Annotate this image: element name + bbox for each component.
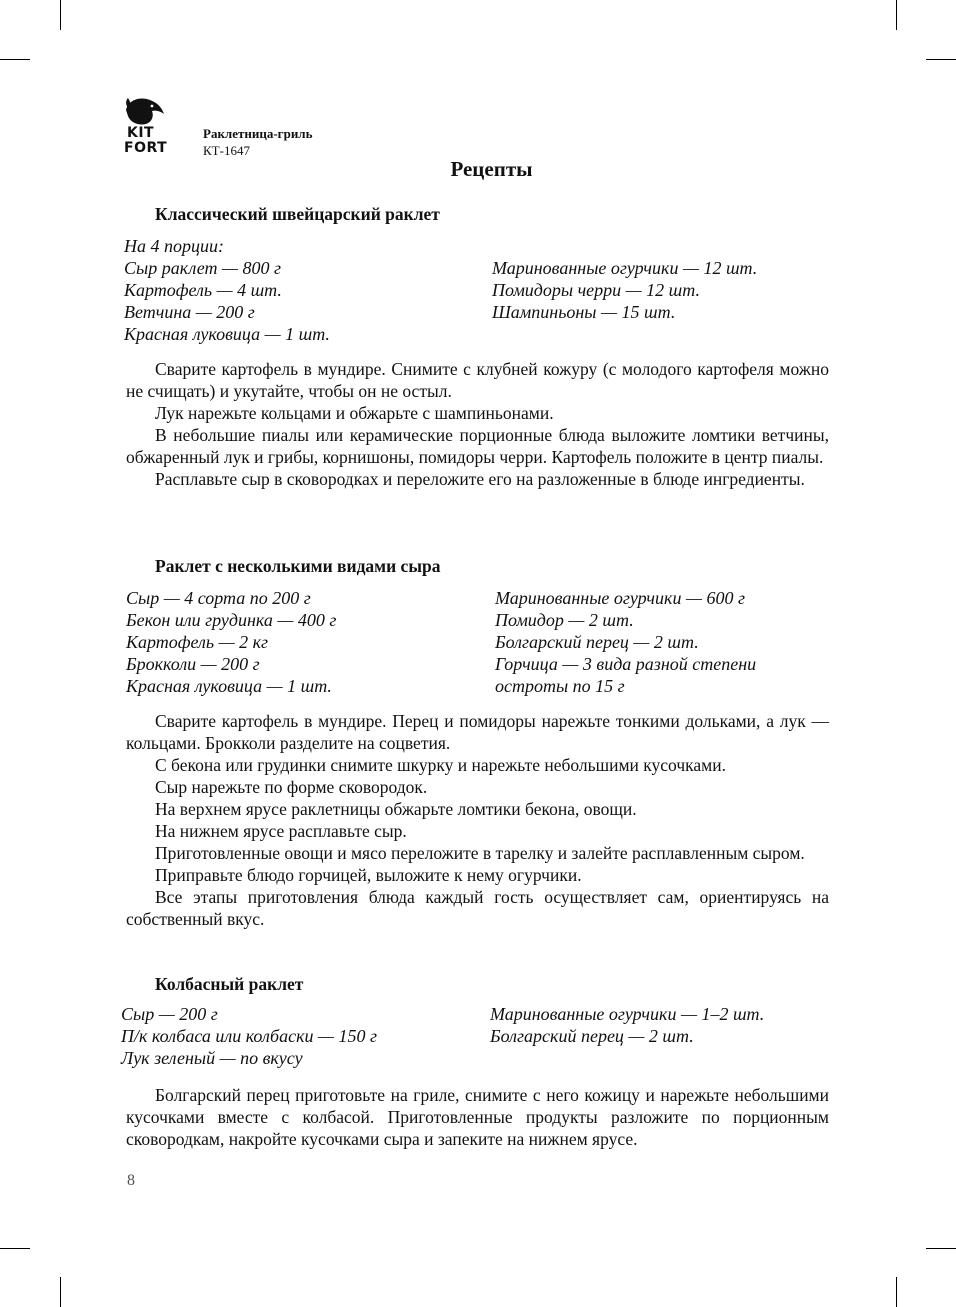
step: Приправьте блюдо горчицей, выложите к нему огурчики. [155, 865, 582, 885]
brand-line1: KIT [127, 125, 155, 141]
ingredient: Болгарский перец — 2 шт. [495, 632, 699, 652]
ingredient: Болгарский перец — 2 шт. [490, 1026, 694, 1046]
ingredient: Маринованные огурчики — 600 г [495, 588, 745, 608]
ingredient: Помидоры черри — 12 шт. [492, 280, 700, 300]
crop-mark [896, 0, 897, 30]
crop-mark [0, 1248, 30, 1249]
recipe-steps [126, 710, 829, 930]
ingredient: П/к колбаса или колбаски — 150 г [121, 1026, 378, 1046]
ingredient: Красная луковица — 1 шт. [126, 676, 332, 696]
step: С бекона или грудинки снимите шкурку и нарежьте небольшими кусочками. [155, 755, 726, 775]
crop-mark [926, 59, 956, 60]
recipe-steps [126, 358, 829, 490]
header-product [203, 125, 312, 159]
ingredient: Шампиньоны — 15 шт. [492, 302, 676, 322]
servings: На 4 порции: [124, 236, 224, 256]
step: На верхнем ярусе раклетницы обжарьте ломтики бекона, овощи. [155, 799, 637, 819]
page-title: Рецепты [450, 157, 533, 181]
product-model: КТ-1647 [203, 143, 250, 158]
crop-mark [926, 1248, 956, 1249]
brand-line2: FORT [124, 140, 168, 156]
brand-logo [124, 126, 194, 156]
ingredients-left [126, 587, 336, 697]
recipe-title: Классический швейцарский раклет [155, 204, 440, 224]
crop-mark [60, 1277, 61, 1307]
ingredient: Ветчина — 200 г [124, 302, 255, 322]
step: Лук нарежьте кольцами и обжарьте с шампиньонами. [155, 403, 554, 423]
ingredients-right [495, 587, 756, 697]
ingredient: Сыр — 4 сорта по 200 г [126, 588, 311, 608]
crop-mark [60, 0, 61, 30]
product-title: Раклетница-гриль [203, 126, 313, 141]
recipe-title: Раклет с несколькими видами сыра [155, 556, 441, 576]
step: Сварите картофель в мундире. Снимите с клубней кожуру (с молодого картофеля можно не счищать) и укутайте, чтобы он не остыл. [126, 359, 829, 401]
ingredient: Маринованные огурчики — 12 шт. [492, 258, 758, 278]
ingredient: Картофель — 4 шт. [124, 280, 282, 300]
recipe-steps [126, 1084, 829, 1150]
recipe-title: Колбасный раклет [155, 974, 304, 994]
ingredient: Горчица — 3 вида разной степени [495, 654, 757, 674]
crop-mark [896, 1277, 897, 1307]
step: Болгарский перец приготовьте на гриле, снимите с него кожицу и нарежьте небольшими кусочками вместе с колбасой. Приготовленные продукты разложите по порционным сковородкам, накройте кусочками сыра и запеките на нижнем ярусе. [126, 1085, 829, 1149]
step: Сыр нарежьте по форме сковородок. [155, 777, 428, 797]
crop-mark [0, 59, 30, 60]
step: Сварите картофель в мундире. Перец и помидоры нарежьте тонкими дольками, а лук — кольцами. Брокколи разделите на соцветия. [126, 711, 829, 753]
ingredients-left [124, 235, 330, 345]
step: Расплавьте сыр в сковородках и переложите его на разложенные в блюде ингредиенты. [155, 469, 805, 489]
ingredient: Брокколи — 200 г [126, 654, 260, 674]
step: В небольшие пиалы или керамические порционные блюда выложите ломтики ветчины, обжаренный лук и грибы, корнишоны, помидоры черри. Картофель положите в центр пиалы. [126, 425, 829, 467]
ingredients-right [492, 257, 757, 323]
ingredients-right [490, 1003, 764, 1047]
ingredient: Картофель — 2 кг [126, 632, 269, 652]
ingredients-left [121, 1003, 377, 1069]
ingredient: Помидор — 2 шт. [495, 610, 634, 630]
page-number: 8 [127, 1172, 135, 1189]
step: Приготовленные овощи и мясо переложите в тарелку и залейте расплавленным сыром. [155, 843, 805, 863]
ingredient: Красная луковица — 1 шт. [124, 324, 330, 344]
ingredient: Маринованные огурчики — 1–2 шт. [490, 1004, 765, 1024]
step: Все этапы приготовления блюда каждый гость осуществляет сам, ориентируясь на собственный вкус. [126, 887, 829, 929]
ingredient: Бекон или грудинка — 400 г [126, 610, 337, 630]
ingredient: остроты по 15 г [495, 676, 625, 696]
step: На нижнем ярусе расплавьте сыр. [155, 821, 407, 841]
ingredient: Лук зеленый — по вкусу [121, 1048, 303, 1068]
ingredient: Сыр раклет — 800 г [124, 258, 282, 278]
whale-logo-icon [124, 94, 166, 128]
ingredient: Сыр — 200 г [121, 1004, 218, 1024]
